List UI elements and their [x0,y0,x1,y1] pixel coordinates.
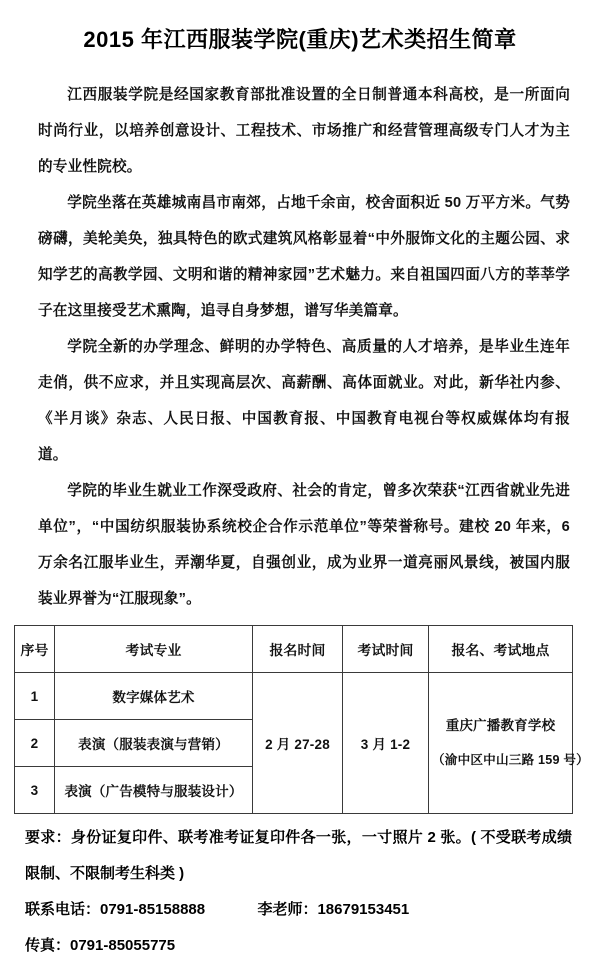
contact-teacher: 李老师：18679153451 [257,901,410,919]
document-page [0,15,600,955]
header-reg-time: 报名时间 [253,626,343,673]
requirements-text: 要求：身份证复印件、联考准考证复印件各一张，一寸照片 2 张。( 不受联考成绩限制、不限制考生科类 ) [25,829,572,883]
body-paragraphs [0,77,600,617]
footer-block [0,820,600,964]
cell-seq: 1 [15,673,55,720]
paragraph-intro: 江西服装学院是经国家教育部批准设置的全日制普通本科高校，是一所面向时尚行业，以培养创意设计、工程技术、市场推广和经营管理高级专门人才为主的专业性院校。 [38,87,570,176]
exam-schedule-table [14,625,589,814]
paragraph-honors: 学院的毕业生就业工作深受政府、社会的肯定，曾多次荣获“江西省就业先进单位”，“中国纺织服装协系统校企合作示范单位”等荣誉称号。建校 20 年来，6 万余名江服毕业生，弄潮华夏，自强创业，成为业界一道亮丽风景线，被国内服装业界誉为“江服现象”。 [38,483,570,608]
paragraph-employment: 学院全新的办学理念、鲜明的办学特色、高质量的人才培养，是毕业生连年走俏，供不应求，并且实现高层次、高薪酬、高体面就业。对此，新华社内参、《半月谈》杂志、人民日报、中国教育报、中国教育电视台等权威媒体均有报道。 [38,339,570,464]
header-seq: 序号 [15,626,55,673]
contact-fax-row [25,928,572,964]
contact-fax: 传真：0791-85055775 [25,937,176,955]
table-header-row [15,626,573,673]
cell-exam-time: 3 月 1-2 [343,673,429,814]
header-exam-time: 考试时间 [343,626,429,673]
table-row [15,673,573,720]
header-location: 报名、考试地点 [429,626,573,673]
cell-seq: 2 [15,720,55,767]
cell-major: 数字媒体艺术 [55,673,253,720]
location-school-name: 重庆广播教育学校 [445,718,556,734]
cell-registration-time: 2 月 27-28 [253,673,343,814]
page-title: 2015 年江西服装学院(重庆)艺术类招生简章 [83,26,517,52]
location-address: （渝中区中山三路 159 号） [432,753,589,768]
contact-phone: 联系电话：0791-85158888 [25,901,206,919]
paragraph-campus: 学院坐落在英雄城南昌市南郊，占地千余亩，校舍面积近 50 万平方米。气势磅礴，美轮美奂，独具特色的欧式建筑风格彰显着“中外服饰文化的主题公园、求知学艺的高教学园、文明和谐的精神家园”艺术魅力。来自祖国四面八方的莘莘学子在这里接受艺术熏陶，追寻自身梦想，谱写华美篇章。 [38,195,570,320]
exam-schedule-table-wrapper [0,625,600,814]
header-major: 考试专业 [55,626,253,673]
cell-major: 表演（服装表演与营销） [55,720,253,767]
cell-major: 表演（广告模特与服装设计） [55,767,253,814]
cell-seq: 3 [15,767,55,814]
contact-phone-row [25,892,572,928]
cell-location [429,673,589,814]
